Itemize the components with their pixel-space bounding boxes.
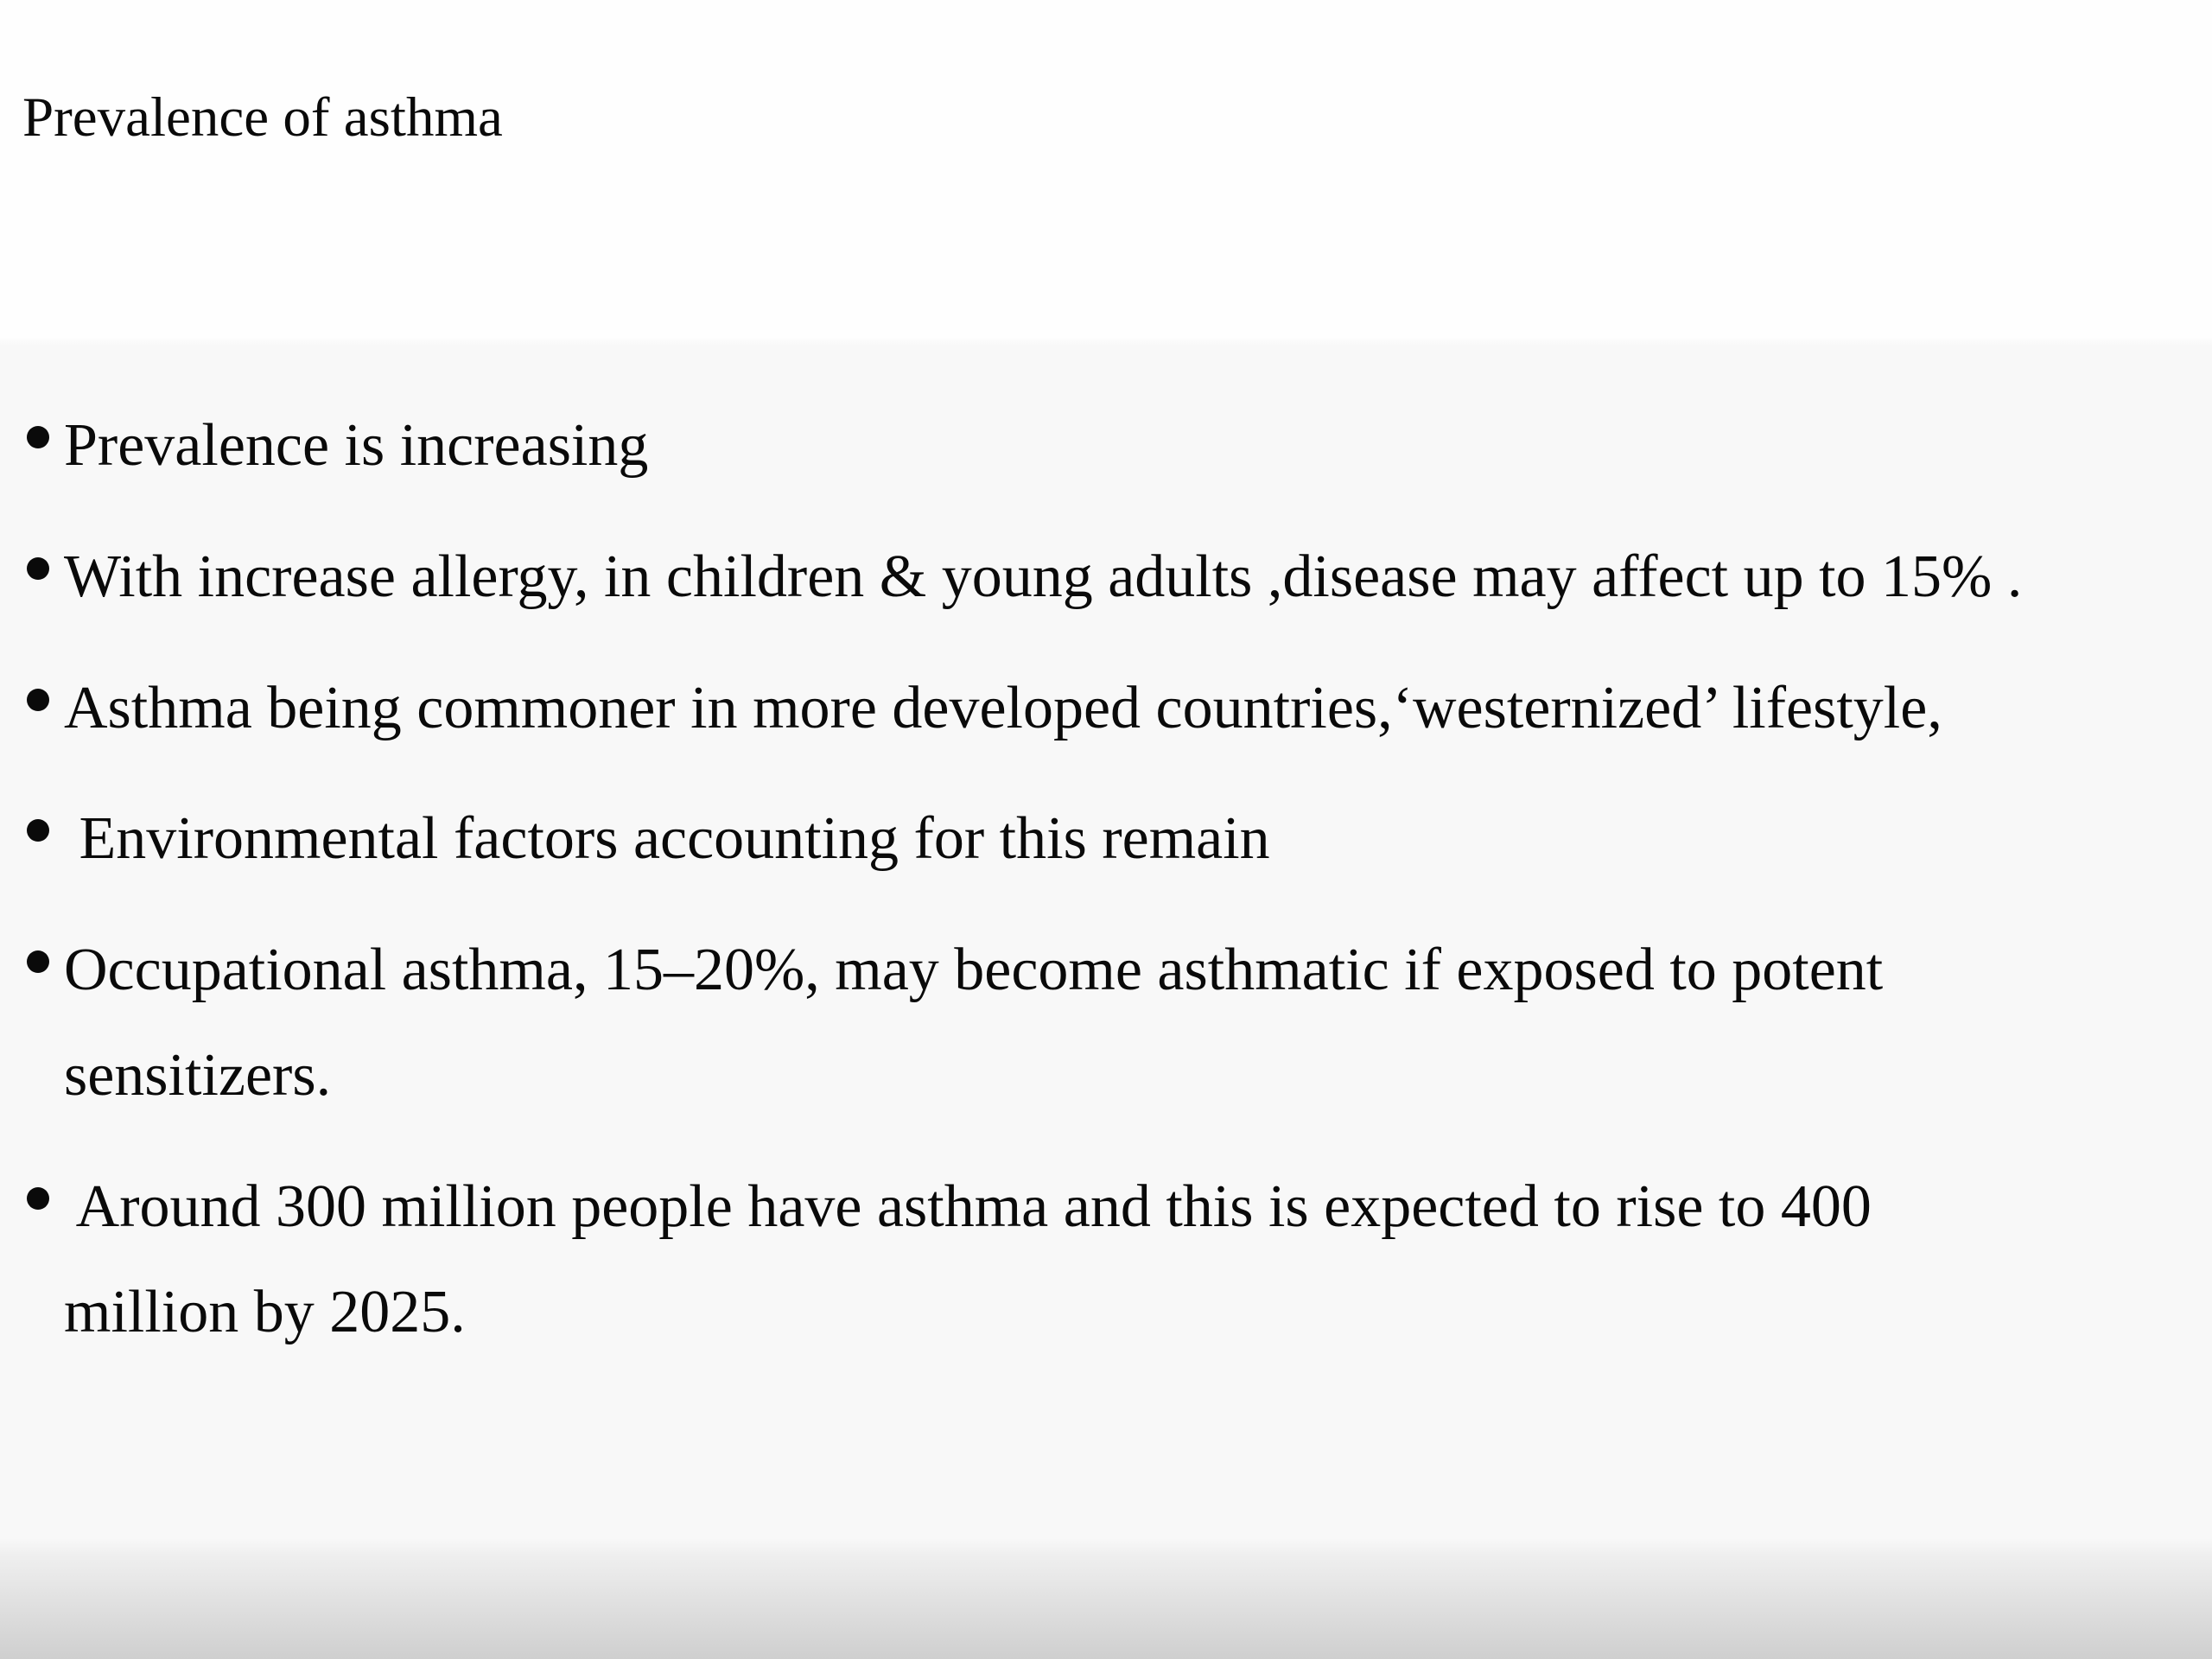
bullet-text-line-2: million by 2025. bbox=[64, 1279, 466, 1345]
bullet-text: Asthma being commoner in more developed countries,‘westernized’ lifestyle, bbox=[64, 675, 1942, 741]
bullet-dot-icon bbox=[27, 557, 49, 580]
bullet-text: Environmental factors accounting for this remain bbox=[64, 805, 1270, 872]
bullet-dot-icon bbox=[27, 950, 49, 973]
bullet-dot-icon bbox=[27, 1187, 49, 1210]
bullet-text: Prevalence is increasing bbox=[64, 412, 649, 479]
bullet-dot-icon bbox=[27, 426, 49, 448]
bullet-text-line-2: sensitizers. bbox=[64, 1042, 332, 1109]
bullet-text: With increase allergy, in children & young adults ,disease may affect up to 15% . bbox=[64, 543, 2023, 610]
bullet-text-line-1: Occupational asthma, 15–20%, may become asthmatic if exposed to potent bbox=[64, 937, 1884, 1003]
slide-title: Prevalence of asthma bbox=[22, 86, 503, 149]
bullet-dot-icon bbox=[27, 689, 49, 711]
bullet-dot-icon bbox=[27, 819, 49, 842]
bullet-text-line-1: Around 300 million people have asthma and this is expected to rise to 400 bbox=[64, 1173, 1872, 1240]
